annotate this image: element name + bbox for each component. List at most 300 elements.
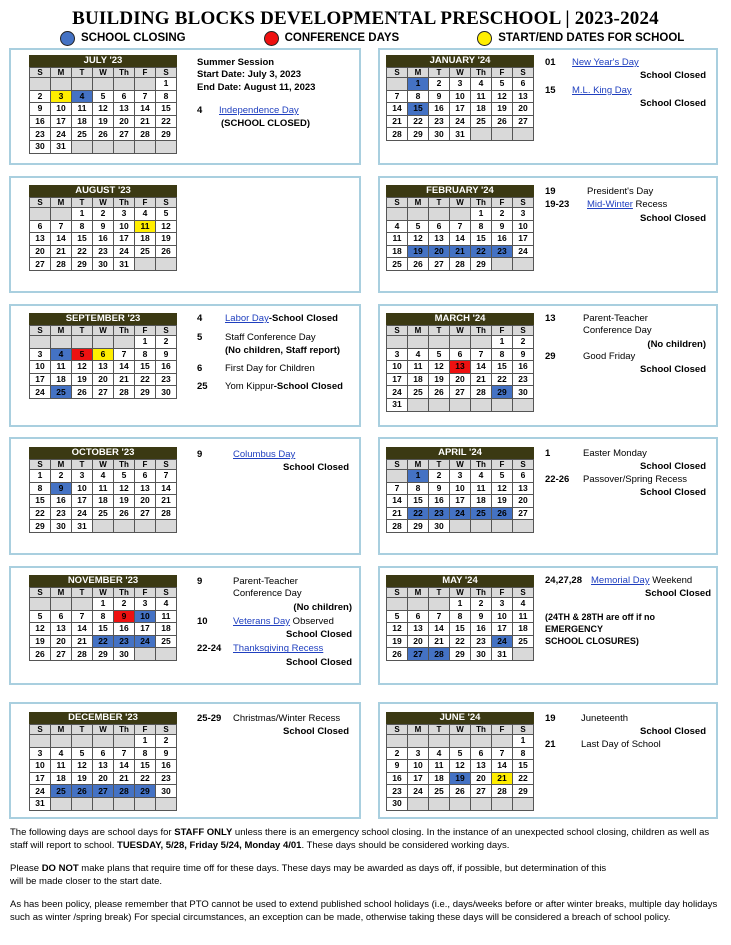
empty-day (114, 520, 135, 533)
day-cell: 16 (156, 361, 177, 374)
day-cell: 21 (492, 772, 513, 785)
empty-day (450, 336, 471, 349)
legend-label: SCHOOL CLOSING (81, 32, 186, 44)
weekday-row (387, 198, 534, 208)
day-cell: 2 (429, 470, 450, 483)
weekday-label: F (135, 68, 156, 78)
day-cell: 10 (492, 610, 513, 623)
day-cell: 5 (429, 348, 450, 361)
day-cell: 28 (72, 648, 93, 661)
day-cell: 20 (513, 495, 534, 508)
note-status: School Closed (640, 97, 706, 109)
weekday-label: M (408, 68, 429, 78)
weekday-label: T (72, 460, 93, 470)
weekday-row (387, 68, 534, 78)
empty-day (450, 520, 471, 533)
day-cell: 8 (156, 90, 177, 103)
weekday-label: M (51, 460, 72, 470)
notes-march (545, 313, 706, 376)
empty-day (450, 208, 471, 221)
day-cell: 11 (72, 103, 93, 116)
day-cell: 15 (135, 760, 156, 773)
day-cell: 31 (387, 398, 408, 411)
week-row (387, 772, 534, 785)
note-row (197, 363, 357, 375)
day-cell: 25 (471, 507, 492, 520)
day-cell: 7 (156, 470, 177, 483)
day-cell: 25 (387, 258, 408, 271)
empty-day (450, 398, 471, 411)
day-cell: 21 (51, 245, 72, 258)
note-date: 29 (545, 350, 556, 362)
weekday-row (30, 326, 177, 336)
week-row (30, 598, 177, 611)
day-cell: 29 (408, 128, 429, 141)
note-date: 13 (545, 313, 556, 324)
weekday-label: Th (471, 588, 492, 598)
week-row (30, 747, 177, 760)
day-cell: 20 (429, 245, 450, 258)
day-cell: 26 (72, 785, 93, 798)
weekday-label: S (30, 725, 51, 735)
day-cell: 17 (135, 623, 156, 636)
empty-day (408, 208, 429, 221)
week-row (30, 348, 177, 361)
empty-day (156, 258, 177, 271)
labor-day-link[interactable]: Labor Day (225, 313, 269, 324)
weekday-label: S (30, 198, 51, 208)
weekday-label: M (408, 588, 429, 598)
week-row (30, 103, 177, 116)
day-cell: 27 (429, 258, 450, 271)
day-cell: 10 (450, 90, 471, 103)
columbus-day-link[interactable]: Columbus Day (233, 449, 296, 460)
note-date: 19 (545, 713, 556, 724)
day-cell: 14 (387, 103, 408, 116)
day-cell: 3 (492, 598, 513, 611)
empty-day (93, 336, 114, 349)
note-date: 10 (197, 615, 208, 627)
day-cell: 6 (450, 348, 471, 361)
day-cell: 24 (114, 245, 135, 258)
footer-paragraph-1 (10, 826, 722, 852)
notes-october (197, 449, 349, 475)
day-cell: 29 (492, 386, 513, 399)
weekday-label: Th (114, 460, 135, 470)
day-cell: 23 (429, 115, 450, 128)
note-status: School Closed (640, 212, 706, 224)
empty-day (513, 398, 534, 411)
legend-conference-days (264, 30, 400, 46)
mid-winter-link[interactable]: Mid-Winter (587, 199, 633, 211)
empty-day (72, 336, 93, 349)
note-status: School Closed (640, 461, 706, 473)
weekday-label: S (387, 198, 408, 208)
empty-day (387, 208, 408, 221)
note-status: School Closed (286, 656, 352, 668)
day-cell: 8 (93, 610, 114, 623)
note-text: Staff Conference Day (225, 332, 316, 344)
weekday-label: Th (471, 198, 492, 208)
empty-day (387, 336, 408, 349)
week-row (30, 140, 177, 153)
day-cell: 20 (93, 772, 114, 785)
day-cell: 12 (114, 482, 135, 495)
day-cell: 30 (387, 797, 408, 810)
day-cell: 7 (135, 90, 156, 103)
weekday-label: S (513, 460, 534, 470)
day-cell: 14 (114, 760, 135, 773)
day-cell: 15 (93, 623, 114, 636)
empty-day (471, 128, 492, 141)
weekday-label: M (51, 725, 72, 735)
day-cell: 7 (492, 747, 513, 760)
day-cell: 6 (93, 348, 114, 361)
note-row (545, 575, 711, 587)
month-header: MAY '24 (386, 575, 534, 587)
day-cell: 20 (471, 772, 492, 785)
day-cell: 11 (387, 233, 408, 246)
empty-day (51, 78, 72, 91)
day-cell: 29 (135, 386, 156, 399)
day-cell: 11 (93, 482, 114, 495)
day-cell: 24 (450, 115, 471, 128)
day-cell: 2 (429, 78, 450, 91)
weekday-label: W (450, 588, 471, 598)
note-text: Recess (632, 199, 668, 211)
day-cell: 31 (114, 258, 135, 271)
note-text: President's Day (587, 186, 654, 197)
day-cell: 11 (429, 760, 450, 773)
weekday-label: F (492, 460, 513, 470)
note-status: School Closed (283, 462, 349, 474)
day-cell: 3 (450, 78, 471, 91)
day-cell: 1 (135, 735, 156, 748)
week-row (387, 735, 534, 748)
week-row (30, 772, 177, 785)
weekday-row (387, 460, 534, 470)
thanksgiving-recess-link[interactable]: Thanksgiving Recess (233, 643, 324, 655)
notes-november (197, 576, 352, 669)
day-cell: 30 (156, 785, 177, 798)
day-cell: 5 (72, 348, 93, 361)
day-cell: 16 (114, 623, 135, 636)
day-cell: 19 (492, 103, 513, 116)
weekday-label: S (513, 326, 534, 336)
empty-day (387, 598, 408, 611)
week-row (387, 78, 534, 91)
memorial-day-link[interactable]: Memorial Day (591, 575, 650, 586)
day-cell: 31 (72, 520, 93, 533)
empty-day (72, 78, 93, 91)
weekday-label: S (513, 725, 534, 735)
day-cell: 23 (429, 507, 450, 520)
note-text: Easter Monday (583, 448, 647, 459)
note-row (197, 576, 352, 601)
day-cell: 19 (93, 115, 114, 128)
day-cell: 2 (114, 598, 135, 611)
day-cell: 19 (30, 635, 51, 648)
week-row (387, 797, 534, 810)
weekday-label: S (156, 725, 177, 735)
day-cell: 11 (156, 610, 177, 623)
day-cell: 6 (93, 747, 114, 760)
note-row (545, 57, 706, 69)
weekday-label: S (513, 198, 534, 208)
empty-day (429, 336, 450, 349)
weekday-label: S (30, 588, 51, 598)
day-cell: 1 (135, 336, 156, 349)
day-cell: 8 (408, 482, 429, 495)
day-cell: 15 (408, 103, 429, 116)
empty-day (450, 797, 471, 810)
note-date: 9 (197, 449, 203, 460)
veterans-day-link[interactable]: Veterans Day (233, 615, 291, 627)
ml-king-day-link[interactable]: M.L. King Day (572, 84, 632, 96)
day-cell: 10 (30, 760, 51, 773)
weekday-label: F (135, 326, 156, 336)
week-row (387, 470, 534, 483)
note-date: 5 (197, 332, 203, 344)
day-cell: 8 (492, 348, 513, 361)
day-cell: 11 (135, 220, 156, 233)
week-row (387, 258, 534, 271)
weekday-label: T (72, 725, 93, 735)
day-cell: 21 (156, 495, 177, 508)
week-row (387, 220, 534, 233)
empty-day (471, 797, 492, 810)
empty-day (513, 648, 534, 661)
month-grid (29, 197, 177, 271)
empty-day (114, 140, 135, 153)
day-cell: 21 (72, 635, 93, 648)
empty-day (492, 520, 513, 533)
day-cell: 18 (513, 623, 534, 636)
weekday-label: T (429, 725, 450, 735)
day-cell: 31 (492, 648, 513, 661)
day-cell: 5 (114, 470, 135, 483)
empty-day (114, 78, 135, 91)
day-cell: 26 (156, 245, 177, 258)
weekday-label: S (30, 326, 51, 336)
day-cell: 2 (471, 598, 492, 611)
day-cell: 26 (387, 648, 408, 661)
day-cell: 9 (30, 103, 51, 116)
day-cell: 15 (30, 495, 51, 508)
notes-february (545, 186, 706, 225)
day-cell: 9 (492, 220, 513, 233)
empty-day (51, 735, 72, 748)
day-cell: 12 (492, 90, 513, 103)
day-cell: 1 (156, 78, 177, 91)
week-row (387, 648, 534, 661)
weekday-row (387, 326, 534, 336)
note-date: 15 (545, 84, 556, 96)
day-cell: 2 (93, 208, 114, 221)
week-row (387, 103, 534, 116)
footer-text: make plans that require time off for these days. These days may be awarded as days off, if possible, but determination of this will be made closer to the start date. (10, 863, 607, 887)
day-cell: 19 (408, 245, 429, 258)
empty-day (93, 797, 114, 810)
empty-day (72, 797, 93, 810)
day-cell: 5 (30, 610, 51, 623)
day-cell: 7 (387, 90, 408, 103)
day-cell: 20 (114, 115, 135, 128)
week-row (30, 245, 177, 258)
day-cell: 13 (93, 361, 114, 374)
note-date: 6 (197, 362, 203, 374)
note-date: 22-26 (545, 473, 570, 485)
day-cell: 16 (492, 233, 513, 246)
day-cell: 8 (30, 482, 51, 495)
day-cell: 19 (450, 772, 471, 785)
day-cell: 29 (408, 520, 429, 533)
day-cell: 3 (72, 470, 93, 483)
note-row (197, 332, 357, 357)
note-status: School Closed (640, 486, 706, 498)
day-cell: 18 (51, 373, 72, 386)
day-cell: 27 (114, 128, 135, 141)
day-cell: 23 (114, 635, 135, 648)
weekday-label: S (513, 588, 534, 598)
month-header: FEBRUARY '24 (386, 185, 534, 197)
empty-day (51, 208, 72, 221)
note-status: School Closed (640, 70, 706, 82)
empty-day (429, 398, 450, 411)
month-grid (29, 459, 177, 533)
empty-day (156, 797, 177, 810)
note-date: 22-24 (197, 643, 222, 655)
weekday-label: F (492, 198, 513, 208)
empty-day (135, 520, 156, 533)
note-row (545, 448, 706, 460)
day-cell: 27 (135, 507, 156, 520)
day-cell: 12 (492, 482, 513, 495)
empty-day (492, 398, 513, 411)
day-cell: 13 (114, 103, 135, 116)
day-cell: 9 (114, 610, 135, 623)
weekday-label: F (492, 326, 513, 336)
calendar-october (29, 447, 177, 533)
day-cell: 21 (450, 245, 471, 258)
day-cell: 13 (450, 361, 471, 374)
day-cell: 2 (156, 336, 177, 349)
weekday-row (30, 198, 177, 208)
day-cell: 7 (72, 610, 93, 623)
day-cell: 17 (72, 495, 93, 508)
day-cell: 2 (387, 747, 408, 760)
day-cell: 21 (387, 115, 408, 128)
day-cell: 28 (51, 258, 72, 271)
may-warning-line-2: SCHOOL CLOSURES) (545, 636, 639, 647)
day-cell: 9 (387, 760, 408, 773)
month-grid (386, 587, 534, 661)
weekday-row (387, 725, 534, 735)
month-grid (386, 459, 534, 533)
empty-day (408, 398, 429, 411)
day-cell: 24 (30, 386, 51, 399)
weekday-label: S (387, 326, 408, 336)
day-cell: 20 (513, 103, 534, 116)
day-cell: 21 (135, 115, 156, 128)
weekday-label: S (387, 588, 408, 598)
notes-may (545, 575, 711, 647)
day-cell: 13 (135, 482, 156, 495)
week-row (387, 245, 534, 258)
new-years-day-link[interactable]: New Year's Day (572, 57, 639, 68)
weekday-label: S (387, 460, 408, 470)
day-cell: 26 (93, 128, 114, 141)
calendar-june (386, 712, 534, 811)
empty-day (135, 78, 156, 91)
empty-day (93, 78, 114, 91)
weekday-label: W (93, 588, 114, 598)
weekday-label: Th (471, 460, 492, 470)
day-cell: 16 (156, 760, 177, 773)
weekday-label: W (450, 326, 471, 336)
day-cell: 15 (156, 103, 177, 116)
calendar-september (29, 313, 177, 399)
weekday-label: F (135, 588, 156, 598)
day-cell: 30 (30, 140, 51, 153)
day-cell: 24 (492, 635, 513, 648)
note-row (545, 313, 706, 338)
empty-day (93, 140, 114, 153)
weekday-label: T (72, 326, 93, 336)
month-grid (29, 67, 177, 154)
day-cell: 11 (408, 361, 429, 374)
day-cell: 23 (492, 245, 513, 258)
day-cell: 26 (492, 507, 513, 520)
day-cell: 29 (471, 258, 492, 271)
weekday-label: M (51, 68, 72, 78)
weekday-row (30, 68, 177, 78)
note-text: Christmas/Winter Recess (233, 713, 341, 724)
day-cell: 24 (513, 245, 534, 258)
day-cell: 20 (93, 373, 114, 386)
month-header: SEPTEMBER '23 (29, 313, 177, 325)
week-row (30, 507, 177, 520)
day-cell: 5 (387, 610, 408, 623)
day-cell: 4 (72, 90, 93, 103)
week-row (30, 373, 177, 386)
empty-day (30, 735, 51, 748)
day-cell: 12 (387, 623, 408, 636)
day-cell: 28 (387, 520, 408, 533)
note-row (545, 713, 706, 725)
day-cell: 8 (72, 220, 93, 233)
day-cell: 4 (387, 220, 408, 233)
day-cell: 27 (51, 648, 72, 661)
note-status: (No children) (293, 601, 352, 613)
day-cell: 5 (72, 747, 93, 760)
note-row (545, 474, 706, 486)
page-title: BUILDING BLOCKS DEVELOPMENTAL PRESCHOOL | 2023-2024 (72, 8, 659, 29)
week-row (387, 233, 534, 246)
empty-day (30, 78, 51, 91)
weekday-label: Th (471, 725, 492, 735)
week-row (30, 78, 177, 91)
notes-january (545, 57, 706, 110)
footer-text: unless there is an emergency school closing. In the instance of an unexpected school closing, children as well as staff will report to school. (10, 827, 710, 851)
day-cell: 30 (513, 386, 534, 399)
day-cell: 24 (72, 507, 93, 520)
independence-day-link[interactable]: Independence Day (219, 104, 299, 116)
summer-session-title: Summer Session (197, 57, 275, 68)
day-cell: 9 (156, 747, 177, 760)
empty-day (492, 258, 513, 271)
month-grid (29, 325, 177, 399)
